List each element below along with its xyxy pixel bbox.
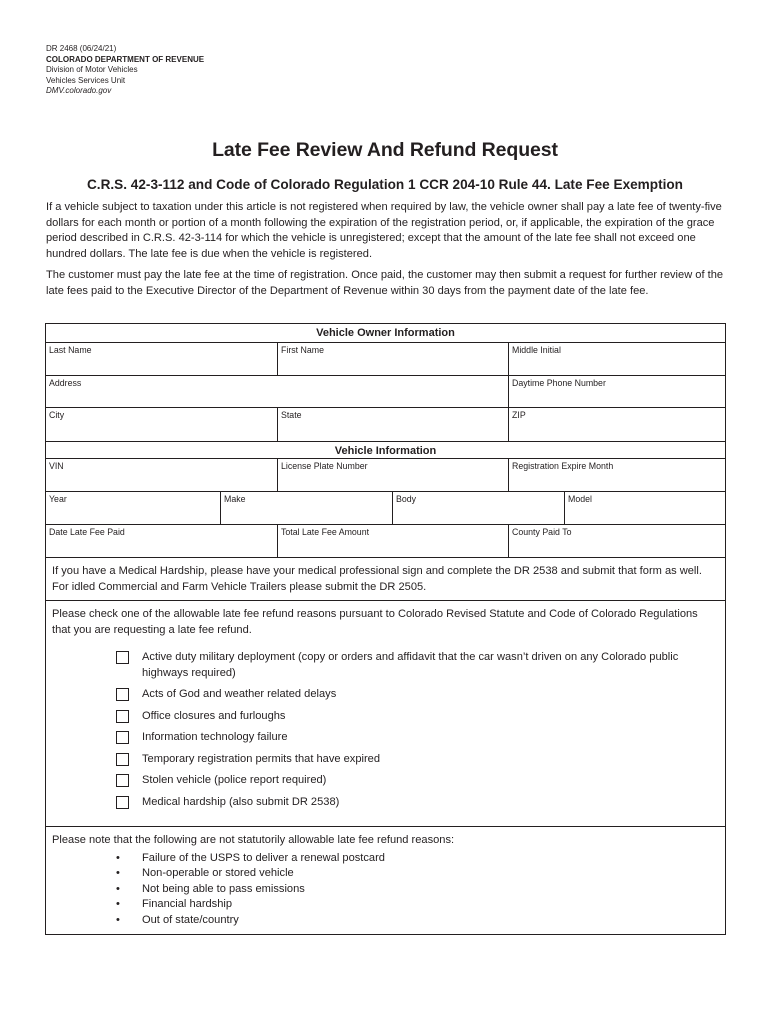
not-allowable-text: Not being able to pass emissions: [142, 882, 305, 895]
reason-label: Active duty military deployment (copy or orders and affidavit that the car wasn’t driven on any Colorado public highways required): [142, 651, 679, 679]
owner-row-3: [46, 407, 725, 441]
reason-checkbox[interactable]: [116, 651, 129, 664]
not-allowable-item: [116, 897, 676, 913]
year-field[interactable]: [46, 492, 220, 524]
total-late-fee-label: Total Late Fee Amount: [281, 527, 370, 537]
bullet-glyph: •: [116, 851, 120, 864]
bullet-glyph: •: [116, 913, 120, 926]
vehicle-section-heading: Vehicle Information: [334, 445, 437, 457]
reason-checkbox[interactable]: [116, 796, 129, 809]
address-field[interactable]: [46, 376, 508, 407]
department-name: COLORADO DEPARTMENT OF REVENUE: [46, 54, 205, 64]
registration-expire-field[interactable]: [508, 459, 725, 491]
daytime-phone-field[interactable]: [508, 376, 725, 407]
vin-field[interactable]: [46, 459, 277, 491]
model-label: Model: [568, 494, 592, 504]
last-name-field[interactable]: [46, 343, 277, 375]
intro-paragraph-1: If a vehicle subject to taxation under this article is not registered when required by law, the vehicle owner shall pay a late fee of twenty-five dollars for each month or portion of a month following the expiration of the registration period, or, if applicable, the expiration of the grace period described in C.R.S. 42-3-114 for which the vehicle is unregistered; except that the amount of the late fee shall not exceed one hundred dollars. The late fee is due when the vehicle is registered.: [46, 201, 722, 260]
address-label: Address: [49, 378, 82, 388]
page-subtitle: C.R.S. 42-3-112 and Code of Colorado Regulation 1 CCR 204-10 Rule 44. Late Fee Exemption: [86, 177, 683, 192]
reason-label: Acts of God and weather related delays: [142, 688, 337, 700]
first-name-label: First Name: [281, 345, 325, 355]
not-allowable-item: [116, 913, 676, 929]
zip-label: ZIP: [512, 410, 526, 420]
bullet-glyph: •: [116, 898, 120, 910]
owner-row-1: [46, 342, 725, 375]
not-allowable-item: [116, 882, 676, 898]
not-allowable-text: Non-operable or stored vehicle: [142, 867, 294, 879]
body-label: Body: [396, 494, 417, 504]
vin-label: VIN: [49, 461, 64, 471]
not-allowable-text: Out of state/country: [142, 913, 239, 926]
bullet-glyph: •: [116, 867, 120, 879]
reasons-intro: Please check one of the allowable late fee refund reasons pursuant to Colorado Revised Statute and Code of Colorado Regulations that you are requesting a late fee refund.: [52, 608, 698, 636]
website-text: DMV.colorado.gov: [46, 86, 112, 95]
vehicle-row-1: [46, 458, 725, 491]
owner-section-heading: Vehicle Owner Information: [316, 327, 455, 339]
agency-header: [46, 44, 204, 97]
reason-option[interactable]: [116, 730, 721, 746]
not-allowable-text: Financial hardship: [142, 898, 233, 910]
not-allowable-item: [116, 851, 676, 867]
form-number: DR 2468 (06/24/21): [46, 44, 117, 53]
reason-label: Information technology failure: [142, 731, 288, 743]
vehicle-heading-row: [46, 441, 725, 458]
middle-initial-label: Middle Initial: [512, 345, 561, 355]
total-late-fee-field[interactable]: [277, 525, 508, 557]
daytime-phone-label: Daytime Phone Number: [512, 378, 606, 388]
reason-option[interactable]: [116, 795, 721, 811]
last-name-label: Last Name: [49, 345, 92, 355]
reason-label: Temporary registration permits that have expired: [142, 752, 381, 765]
reason-checkbox[interactable]: [116, 753, 129, 766]
first-name-field[interactable]: [277, 343, 508, 375]
reason-option[interactable]: [116, 687, 721, 703]
reason-label: Stolen vehicle (police report required): [142, 774, 327, 786]
reason-checkbox[interactable]: [116, 688, 129, 701]
city-label: City: [49, 410, 65, 420]
reason-checkbox[interactable]: [116, 731, 129, 744]
owner-row-2: [46, 375, 725, 407]
reason-option[interactable]: [116, 752, 721, 768]
county-paid-to-field[interactable]: [508, 525, 725, 557]
county-paid-to-label: County Paid To: [512, 527, 572, 537]
body-field[interactable]: [392, 492, 564, 524]
vehicle-row-3: [46, 524, 725, 557]
date-late-fee-paid-field[interactable]: [46, 525, 277, 557]
reason-checkbox[interactable]: [116, 710, 129, 723]
license-plate-label: License Plate Number: [281, 461, 368, 471]
request-form: [45, 323, 726, 935]
registration-expire-label: Registration Expire Month: [512, 461, 614, 471]
year-label: Year: [49, 494, 67, 504]
not-allowable-intro: Please note that the following are not statutorily allowable late fee refund reasons:: [52, 834, 455, 846]
make-label: Make: [224, 494, 246, 504]
reason-label: Office closures and furloughs: [142, 709, 286, 722]
unit-name: Vehicles Services Unit: [46, 75, 126, 85]
vehicle-row-2: [46, 491, 725, 524]
not-allowable-item: [116, 866, 676, 882]
make-field[interactable]: [220, 492, 392, 524]
intro-paragraph-2: The customer must pay the late fee at the time of registration. Once paid, the customer may then submit a request for further review of the late fees paid to the Executive Director of the Department of Revenue within 30 days from the payment date of the late fee.: [46, 269, 724, 297]
zip-field[interactable]: [508, 408, 725, 441]
reason-option[interactable]: [116, 709, 721, 725]
bullet-glyph: •: [116, 882, 120, 895]
page-title: Late Fee Review And Refund Request: [212, 139, 558, 161]
reason-label: Medical hardship (also submit DR 2538): [142, 795, 340, 808]
license-plate-field[interactable]: [277, 459, 508, 491]
reason-option[interactable]: [116, 773, 721, 789]
middle-initial-field[interactable]: [508, 343, 725, 375]
division-name: Division of Motor Vehicles: [46, 65, 138, 74]
state-label: State: [281, 410, 302, 420]
state-field[interactable]: [277, 408, 508, 441]
not-allowable-text: Failure of the USPS to deliver a renewal postcard: [142, 851, 385, 864]
hardship-note: If you have a Medical Hardship, please have your medical professional sign and complete the DR 2538 and submit that form as well. For idled Commercial and Farm Vehicle Trailers please submit the DR 2505.: [46, 557, 725, 600]
date-late-fee-paid-label: Date Late Fee Paid: [49, 527, 125, 537]
reason-checkbox[interactable]: [116, 774, 129, 787]
city-field[interactable]: [46, 408, 277, 441]
reason-option[interactable]: [116, 650, 721, 681]
model-field[interactable]: [564, 492, 725, 524]
